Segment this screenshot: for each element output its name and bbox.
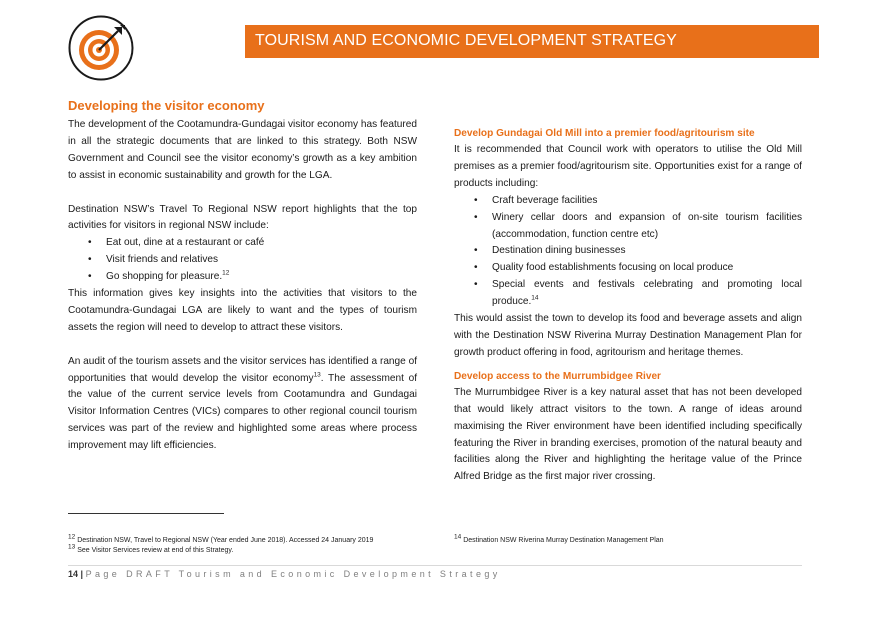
list-item: • Winery cellar doors and expansion of on-site tourism facilities (accommodation, function centre etc) xyxy=(454,210,802,244)
list-item: • Go shopping for pleasure.$^{12}$ xyxy=(68,269,417,286)
paragraph: The development of the Cootamundra-Gundagai visitor economy has featured in all the strategic documents that are linked to this strategy. Both NSW Government and Council see the visitor economy’s growth as a key ambition to assist in economic sustainability and growth for the LGA. xyxy=(68,119,417,181)
paragraph: This would assist the town to develop its food and beverage assets and align with the Destination NSW Riverina Murray Destination Management Plan for growth product offering in food, agritourism and heritage themes. xyxy=(454,313,802,358)
list-item: • Destination dining businesses xyxy=(454,243,802,260)
bullet-list xyxy=(454,193,802,311)
list-item: • Visit friends and relatives xyxy=(68,252,417,269)
page-number: 14 xyxy=(68,569,79,579)
list-item: • Craft beverage facilities xyxy=(454,193,802,210)
list-item: • Eat out, dine at a restaurant or café xyxy=(68,235,417,252)
bullet-list xyxy=(68,235,417,286)
section-heading: Developing the visitor economy xyxy=(68,98,265,113)
document-title: TOURISM AND ECONOMIC DEVELOPMENT STRATEGY xyxy=(255,32,677,49)
footer-separator: | xyxy=(80,569,84,579)
paragraph: An audit of the tourism assets and the visitor services has identified a range of opportunities that would develop the visitor economy$^{13}$. The assessment of the value of the current service levels from Cootamundra and Gundagai Visitor Information Centres (VICs) compares to other regional council tourism services was part of the review and highlighted some areas where process improvement may lift efficiencies. xyxy=(68,355,418,452)
subsection-heading: Develop access to the Murrumbidgee River xyxy=(454,370,661,382)
footer-divider xyxy=(68,565,802,566)
page-header-banner xyxy=(245,25,819,58)
paragraph: It is recommended that Council work with operators to utilise the Old Mill premises as a premier food/agritourism site. Opportunities exist for a range of products including: xyxy=(454,144,802,189)
footnote-divider xyxy=(68,513,224,514)
footer-text: Page DRAFT Tourism and Economic Development Strategy xyxy=(85,569,501,579)
footnote-ref: 14 xyxy=(531,294,539,302)
paragraph: This information gives key insights into the activities that visitors to the Cootamundra-Gundagai LGA are likely to want and the types of tourism assets the region will need to develop to attract these visitors. xyxy=(68,288,417,333)
paragraph: The Murrumbidgee River is a key natural asset that has not been developed that would likely attract visitors to the town. A range of ideas around maximising the River environment have been identified including specifically featuring the River in branding exercises, promotion of the natural beauty and facilities along the River and highlighting the heritage value of the Prince Alfred Bridge as the first major river crossing. xyxy=(454,386,802,483)
footnote-ref: 12 xyxy=(222,269,230,277)
subsection-heading: Develop Gundagai Old Mill into a premier food/agritourism site xyxy=(454,128,755,139)
list-item: • Special events and festivals celebrating and promoting local produce.$^{14}$ xyxy=(454,277,802,311)
target-bullseye-icon xyxy=(68,15,134,81)
footnotes-right xyxy=(454,533,664,546)
footnotes-left xyxy=(68,533,374,556)
left-column xyxy=(68,98,417,455)
paragraph: Destination NSW’s Travel To Regional NSW report highlights that the top activities for visitors in regional NSW include: xyxy=(68,203,417,232)
footnote: $^{12}$ Destination NSW, Travel to Regional NSW (Year ended June 2018). Accessed 24 January 2019 xyxy=(68,533,374,544)
page-footer xyxy=(68,569,501,579)
footnote-ref: 13 xyxy=(313,371,321,379)
footnote: $^{14}$ Destination NSW Riverina Murray Destination Management Plan xyxy=(454,533,664,544)
list-item: • Quality food establishments focusing on local produce xyxy=(454,260,802,277)
right-column xyxy=(454,125,802,486)
footnote: $^{13}$ See Visitor Services review at end of this Strategy. xyxy=(68,543,234,554)
